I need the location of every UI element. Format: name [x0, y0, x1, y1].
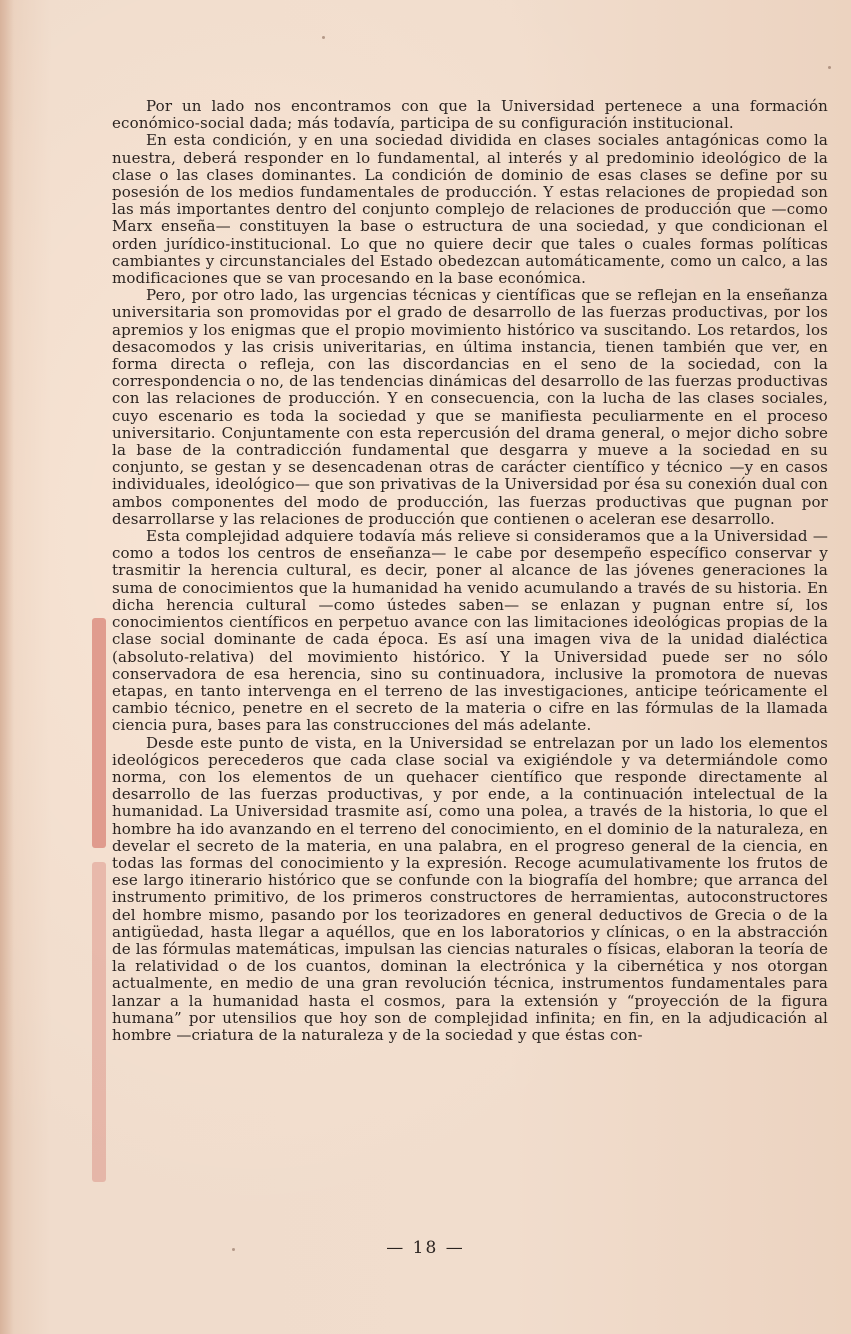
- paragraph-3: Pero, por otro lado, las urgencias técnicas y científicas que se reflejan en la enseñanza universitaria son promovidas por el grado de desarrollo de las fuerzas productivas, por los apremios y los enigmas que el propio movimiento histórico va suscitando. Los retardos, los desacomodos y las crisis univeritarias, en última instancia, tienen también que ver, en forma directa o refleja, con las discordancias en el seno de la sociedad, con la correspondencia o no, de las tendencias dinámicas del desarrollo de las fuerzas productivas con las relaciones de producción. Y en consecuencia, con la lucha de las clases sociales, cuyo escenario es toda la sociedad y que se manifiesta peculiarmente en el proceso universitario. Conjuntamente con esta repercusión del drama general, o mejor dicho sobre la base de la contradicción fundamental que desgarra y mueve a la sociedad en su conjunto, se gestan y se desencadenan otras de carácter científico y técnico —y en casos individuales, ideológico— que son privativas de la Universidad por ésa su conexión dual con ambos componentes del modo de producción, las fuerzas productivas que pugnan por desarrollarse y las relaciones de producción que contienen o aceleran ese desarrollo.: [112, 286, 828, 528]
- page-number: — 18 —: [386, 1238, 465, 1258]
- paper-speck: [828, 66, 831, 69]
- paper-speck: [322, 36, 325, 39]
- paragraph-4: Esta complejidad adquiere todavía más relieve si consideramos que a la Universidad —como a todos los centros de enseñanza— le cabe por desempeño específico conservar y trasmitir la herencia cultural, es decir, poner al alcance de las jóvenes generaciones la suma de conocimientos que la humanidad ha venido acumulando a través de su historia. En dicha herencia cultural —como ústedes saben— se enlazan y pugnan entre sí, los conocimientos científicos en perpetuo avance con las limitaciones ideológicas propias de la clase social dominante de cada época. Es así una imagen viva de la unidad dialéctica (absoluto-relativa) del movimiento histórico. Y la Universidad puede ser no sólo conservadora de esa herencia, sino su continuadora, inclusive la promotora de nuevas etapas, en tanto intervenga en el terreno de las investigaciones, anticipe teóricamente el cambio técnico, penetre en el secreto de la materia o cifre en las fórmulas de la llamada ciencia pura, bases para las construcciones del más adelante.: [112, 527, 828, 735]
- margin-stain: [92, 862, 106, 1182]
- body-text: [112, 98, 828, 1044]
- margin-stain: [92, 618, 106, 848]
- paragraph-2: En esta condición, y en una sociedad dividida en clases sociales antagónicas como la nuestra, deberá responder en lo fundamental, al interés y al predominio ideológico de la clase o las clases dominantes. La condición de dominio de esas clases se define por su posesión de los medios fundamentales de producción. Y estas relaciones de propiedad son las más importantes dentro del conjunto complejo de relaciones de producción que —como Marx enseña— constituyen la base o estructura de una sociedad, y que condicionan el orden jurídico-institucional. Lo que no quiere decir que tales o cuales formas políticas cambiantes y circunstanciales del Estado obedezcan automáticamente, como un calco, a las modificaciones que se van procesando en la base económica.: [112, 131, 828, 288]
- page-edge-shadow: [0, 0, 14, 1334]
- paragraph-1: Por un lado nos encontramos con que la Universidad pertenece a una formación económico-social dada; más todavía, participa de su configuración institucional.: [112, 97, 828, 133]
- paragraph-5: Desde este punto de vista, en la Universidad se entrelazan por un lado los elementos ideológicos perecederos que cada clase social va exigiéndole y va determiándole como norma, con los elementos de un quehacer científico que responde directamente al desarrollo de las fuerzas productivas, y por ende, a la continuación intelectual de la humanidad. La Universidad trasmite así, como una polea, a través de la historia, lo que el hombre ha ido avanzando en el terreno del conocimiento, en el dominio de la naturaleza, en develar el secreto de la materia, en una palabra, en el progreso general de la ciencia, en todas las formas del conocimiento y la expresión. Recoge acumulativamente los frutos de ese largo itinerario histórico que se confunde con la biografía del hombre; que arranca del instrumento primitivo, de los primeros constructores de herramientas, autoconstructores del hombre mismo, pasando por los teorizadores en general deductivos de Grecia o de la antigüedad, hasta llegar a aquéllos, que en los laboratorios y clínicas, o en la abstracción de las fórmulas matemáticas, impulsan las ciencias naturales o físicas, elaboran la teoría de la relatividad o de los cuantos, dominan la electrónica y la cibernética y nos otorgan actualmente, en medio de una gran revolución técnica, instrumentos fundamentales para lanzar a la humanidad hasta el cosmos, para la extensión y “proyección de la figura humana” por utensilios que hoy son de complejidad infinita; en fin, en la adjudicación al hombre —criatura de la naturaleza y de la sociedad y que éstas con-: [112, 733, 828, 1044]
